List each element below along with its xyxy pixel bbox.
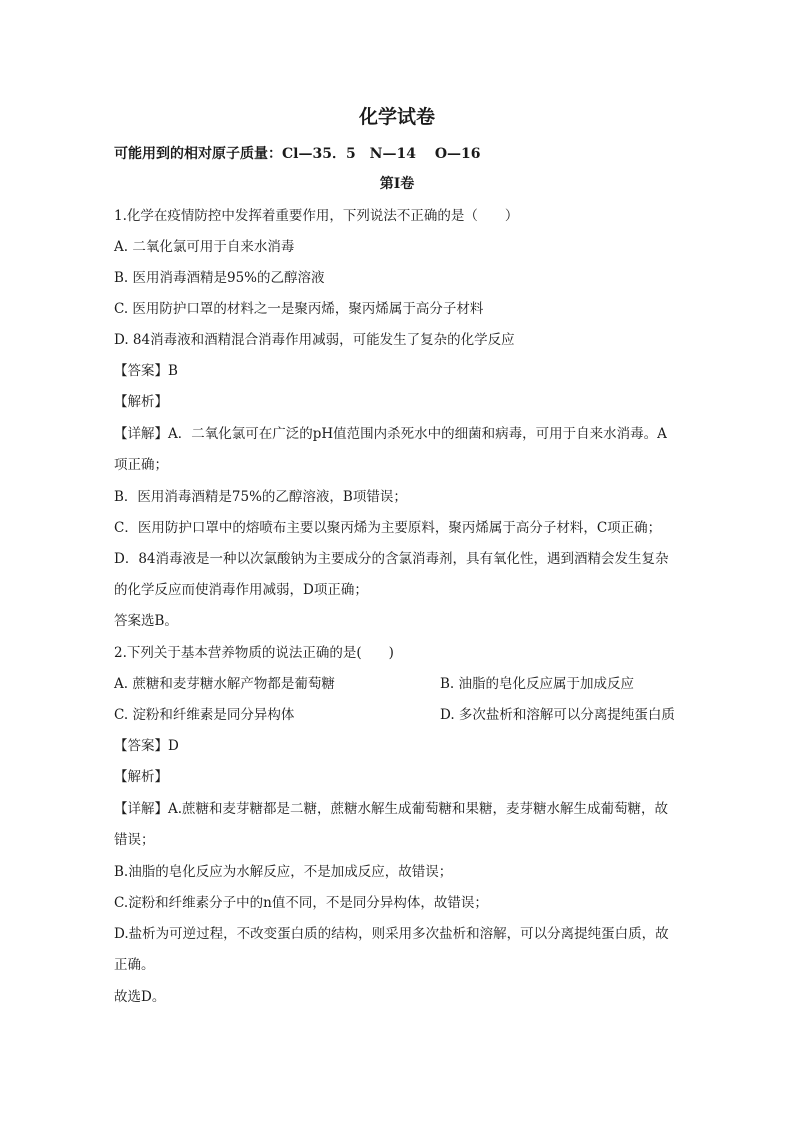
- q1-analysis-label: 【解析】: [114, 394, 168, 410]
- q2-detail-line: 正确。: [114, 957, 155, 973]
- q1-stem: 1.化学在疫情防控中发挥着重要作用，下列说法不正确的是（ ）: [114, 208, 519, 224]
- q1-detail-line: D．84消毒液是一种以次氯酸钠为主要成分的含氯消毒剂，具有氧化性，遇到酒精会发生复杂: [114, 551, 669, 567]
- q2-detail-line: B.油脂的皂化反应为水解反应，不是加成反应，故错误；: [114, 864, 453, 880]
- q2-option-a: A. 蔗糖和麦芽糖水解产物都是葡萄糖: [114, 676, 335, 692]
- q1-option-a: A. 二氧化氯可用于自来水消毒: [114, 239, 295, 255]
- q1-conclusion: 答案选B。: [114, 613, 178, 629]
- q1-answer: 【答案】B: [114, 363, 178, 379]
- q2-answer: 【答案】D: [114, 738, 179, 754]
- atomic-mass-line: 可能用到的相对原子质量：Cl—35．5 N—14 O—16: [114, 146, 481, 162]
- q2-detail-line: C.淀粉和纤维素分子中的n值不同，不是同分异构体，故错误；: [114, 895, 488, 911]
- q1-option-b: B. 医用消毒酒精是95%的乙醇溶液: [114, 270, 325, 286]
- q1-option-d: D. 84消毒液和酒精混合消毒作用减弱，可能发生了复杂的化学反应: [114, 332, 515, 348]
- q1-detail-line: 的化学反应而使消毒作用减弱，D项正确；: [114, 582, 368, 598]
- q2-detail-line: 错误；: [114, 832, 155, 848]
- section-heading: 第Ⅰ卷: [379, 176, 415, 192]
- page-title: 化学试卷: [358, 106, 435, 128]
- q1-detail-line: 【详解】A．二氧化氯可在广泛的pH值范围内杀死水中的细菌和病毒，可用于自来水消毒。A: [114, 426, 667, 442]
- q1-detail-line: 项正确；: [114, 457, 168, 473]
- q1-detail-line: B．医用消毒酒精是75%的乙醇溶液，B项错误；: [114, 489, 407, 505]
- q2-option-d: D. 多次盐析和溶解可以分离提纯蛋白质: [440, 707, 675, 723]
- q2-detail-line: D.盐析为可逆过程，不改变蛋白质的结构，则采用多次盐析和溶解，可以分离提纯蛋白质，故: [114, 926, 669, 942]
- q1-detail-line: C．医用防护口罩中的熔喷布主要以聚丙烯为主要原料，聚丙烯属于高分子材料，C项正确；: [114, 520, 662, 536]
- q2-conclusion: 故选D。: [114, 989, 166, 1005]
- q2-stem: 2.下列关于基本营养物质的说法正确的是( ): [114, 645, 394, 661]
- q1-option-c: C. 医用防护口罩的材料之一是聚丙烯，聚丙烯属于高分子材料: [114, 301, 484, 317]
- q2-option-b: B. 油脂的皂化反应属于加成反应: [440, 676, 635, 692]
- q2-analysis-label: 【解析】: [114, 769, 168, 785]
- q2-option-c: C. 淀粉和纤维素是同分异构体: [114, 707, 295, 723]
- q2-detail-line: 【详解】A.蔗糖和麦芽糖都是二糖，蔗糖水解生成葡萄糖和果糖，麦芽糖水解生成葡萄糖，故: [114, 801, 669, 817]
